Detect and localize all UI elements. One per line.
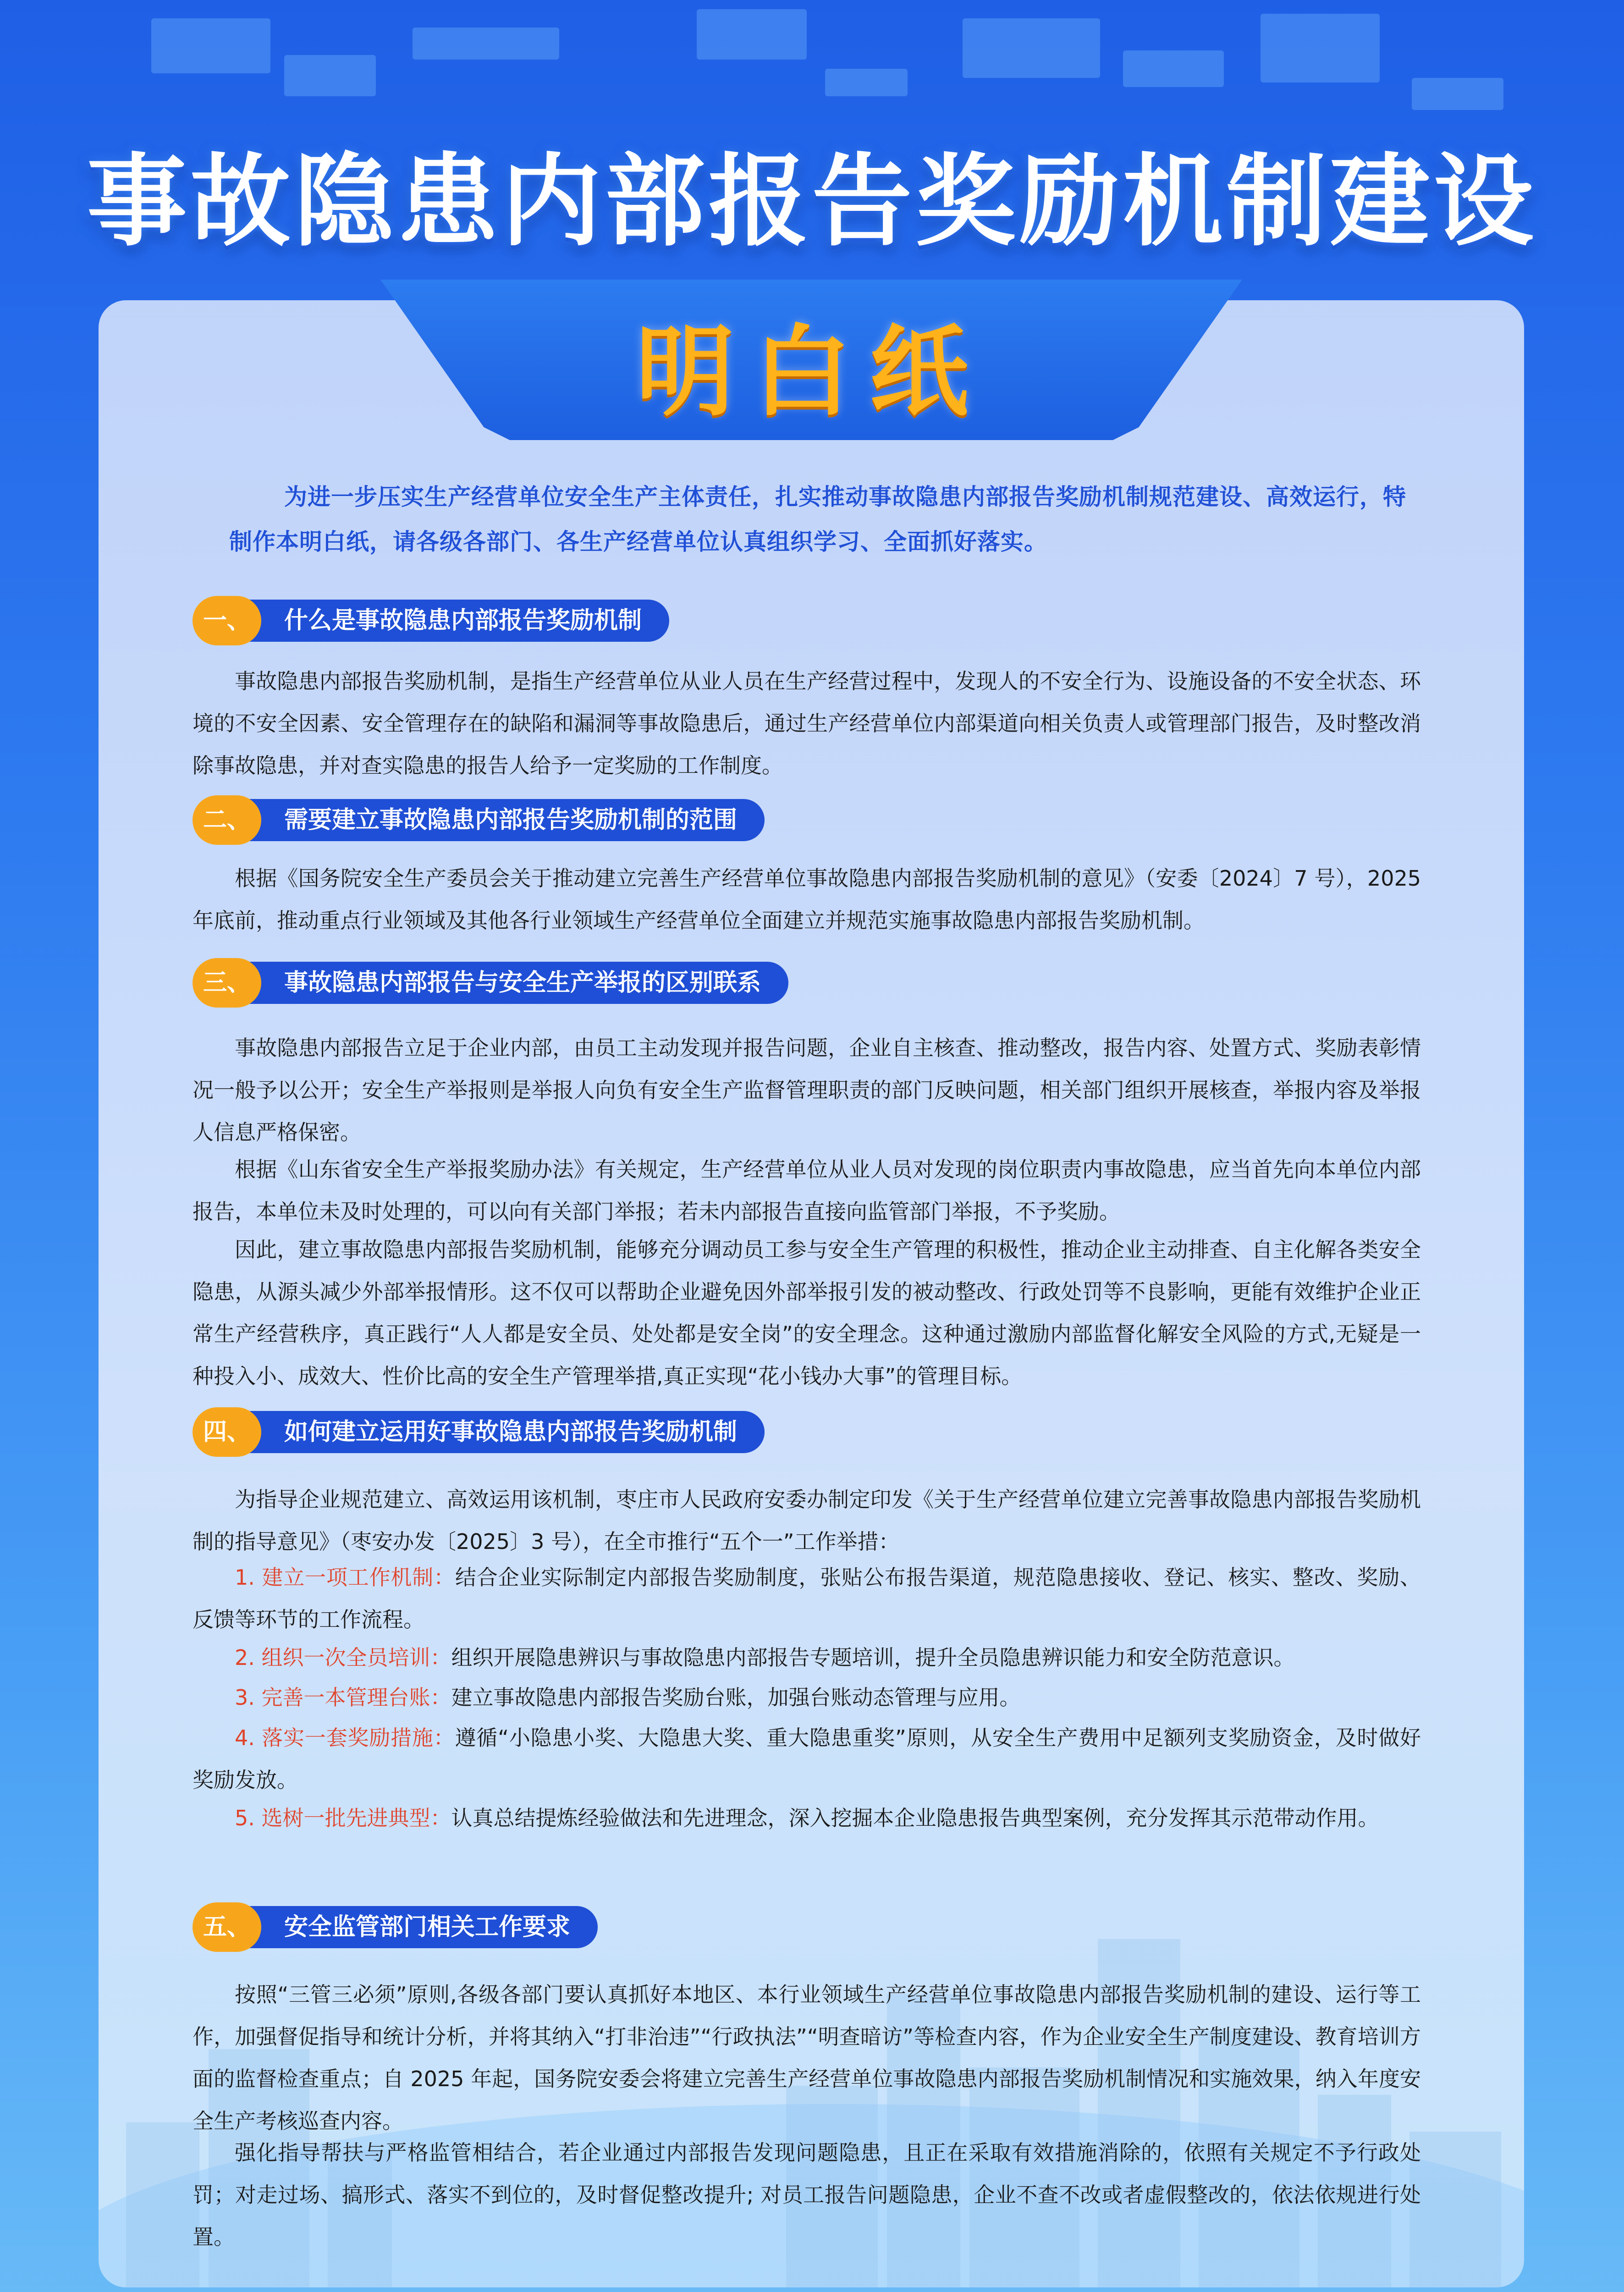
section-title: 事故隐患内部报告与安全生产举报的区别联系	[234, 962, 788, 1004]
item-text: 遵循“小隐患小奖、大隐患大奖、重大隐患重奖”原则，从安全生产费用中足额列支奖励资金，及时做好奖励发放。	[193, 1725, 1421, 1792]
section-2-paragraph: 根据《国务院安全生产委员会关于推动建立完善生产经营单位事故隐患内部报告奖励机制的意见》（安委〔2024〕7 号），2025 年底前，推动重点行业领域及其他各行业领域生产经营单位全面建立并规范实施事故隐患内部报告奖励机制。	[193, 866, 1421, 933]
item-text: 结合企业实际制定内部报告奖励制度，张贴公布报告渠道，规范隐患接收、登记、核实、整改、奖励、反馈等环节的工作流程。	[193, 1565, 1421, 1632]
section-number-badge: 三、	[193, 958, 261, 1008]
item-text: 建立事故隐患内部报告奖励台账，加强台账动态管理与应用。	[451, 1685, 1021, 1710]
item-text: 认真总结提炼经验做法和先进理念，深入挖掘本企业隐患报告典型案例，充分发挥其示范带动作用。	[451, 1806, 1379, 1830]
section-number-badge: 二、	[193, 795, 261, 845]
section-title: 需要建立事故隐患内部报告奖励机制的范围	[234, 799, 765, 841]
list-item	[193, 1676, 1421, 1719]
item-text: 组织开展隐患辨识与事故隐患内部报告专题培训，提升全员隐患辨识能力和安全防范意识。	[451, 1645, 1295, 1670]
list-item	[193, 1797, 1421, 1839]
page-title: 事故隐患内部报告奖励机制建设	[87, 144, 1537, 260]
section-5-paragraph-2: 强化指导帮扶与严格监管相结合，若企业通过内部报告发现问题隐患，且正在采取有效措施消除的，依照有关规定不予行政处罚；对走过场、搞形式、落实不到位的，及时督促整改提升; 对员工报告问题隐患，企业不查不改或者虚假整改的，依法依规进行处置。	[193, 2140, 1421, 2249]
section-4-paragraph: 为指导企业规范建立、高效运用该机制，枣庄市人民政府安委办制定印发《关于生产经营单位建立完善事故隐患内部报告奖励机制的指导意见》（枣安办发〔2025〕3 号），在全市推行“五个一”工作举措：	[193, 1487, 1421, 1554]
section-title: 什么是事故隐患内部报告奖励机制	[234, 600, 669, 642]
section-title: 如何建立运用好事故隐患内部报告奖励机制	[234, 1411, 765, 1453]
section-3-paragraph-3: 因此，建立事故隐患内部报告奖励机制，能够充分调动员工参与安全生产管理的积极性，推动企业主动排查、自主化解各类安全隐患，从源头减少外部举报情形。这不仅可以帮助企业避免因外部举报引发的被动整改、行政处罚等不良影响，更能有效维护企业正常生产经营秩序，真正践行“人人都是安全员、处处都是安全岗”的安全理念。这种通过激励内部监督化解安全风险的方式,无疑是一种投入小、成效大、性价比高的安全生产管理举措,真正实现“花小钱办大事”的管理目标。	[193, 1237, 1421, 1388]
section-5-paragraph-1: 按照“三管三必须”原则,各级各部门要认真抓好本地区、本行业领域生产经营单位事故隐患内部报告奖励机制的建设、运行等工作，加强督促指导和统计分析，并将其纳入“打非治违”“行政执法”“明查暗访”等检查内容，作为企业安全生产制度建设、教育培训方面的监督检查重点；自 2025 年起，国务院安委会将建立完善生产经营单位事故隐患内部报告奖励机制情况和实施效果，纳入年度安全生产考核巡查内容。	[193, 1982, 1421, 2133]
item-lead: 1. 建立一项工作机制：	[235, 1565, 455, 1590]
item-lead: 4. 落实一套奖励措施：	[235, 1725, 455, 1750]
section-number-badge: 四、	[193, 1407, 261, 1457]
list-item	[193, 1717, 1421, 1801]
section-3-paragraph-2: 根据《山东省安全生产举报奖励办法》有关规定，生产经营单位从业人员对发现的岗位职责内事故隐患，应当首先向本单位内部报告，本单位未及时处理的，可以向有关部门举报；若未内部报告直接向监管部门举报，不予奖励。	[193, 1157, 1421, 1224]
intro-paragraph: 为进一步压实生产经营单位安全生产主体责任，扎实推动事故隐患内部报告奖励机制规范建设、高效运行，特制作本明白纸，请各级各部门、各生产经营单位认真组织学习、全面抓好落实。	[229, 484, 1406, 555]
section-title: 安全监管部门相关工作要求	[234, 1906, 598, 1948]
section-number-badge: 一、	[193, 596, 261, 645]
list-item	[193, 1556, 1421, 1641]
item-lead: 5. 选树一批先进典型：	[235, 1806, 451, 1830]
section-number-badge: 五、	[193, 1902, 261, 1952]
list-item	[193, 1636, 1421, 1679]
subtitle: 明白纸	[636, 314, 987, 430]
section-3-paragraph-1: 事故隐患内部报告立足于企业内部，由员工主动发现并报告问题，企业自主核查、推动整改，报告内容、处置方式、奖励表彰情况一般予以公开；安全生产举报则是举报人向负有安全生产监督管理职责的部门反映问题，相关部门组织开展核查，举报内容及举报人信息严格保密。	[193, 1036, 1421, 1145]
item-lead: 3. 完善一本管理台账：	[235, 1685, 451, 1710]
item-lead: 2. 组织一次全员培训：	[235, 1645, 451, 1670]
section-1-paragraph: 事故隐患内部报告奖励机制，是指生产经营单位从业人员在生产经营过程中，发现人的不安全行为、设施设备的不安全状态、环境的不安全因素、安全管理存在的缺陷和漏洞等事故隐患后，通过生产经营单位内部渠道向相关负责人或管理部门报告，及时整改消除事故隐患，并对查实隐患的报告人给予一定奖励的工作制度。	[193, 669, 1421, 778]
